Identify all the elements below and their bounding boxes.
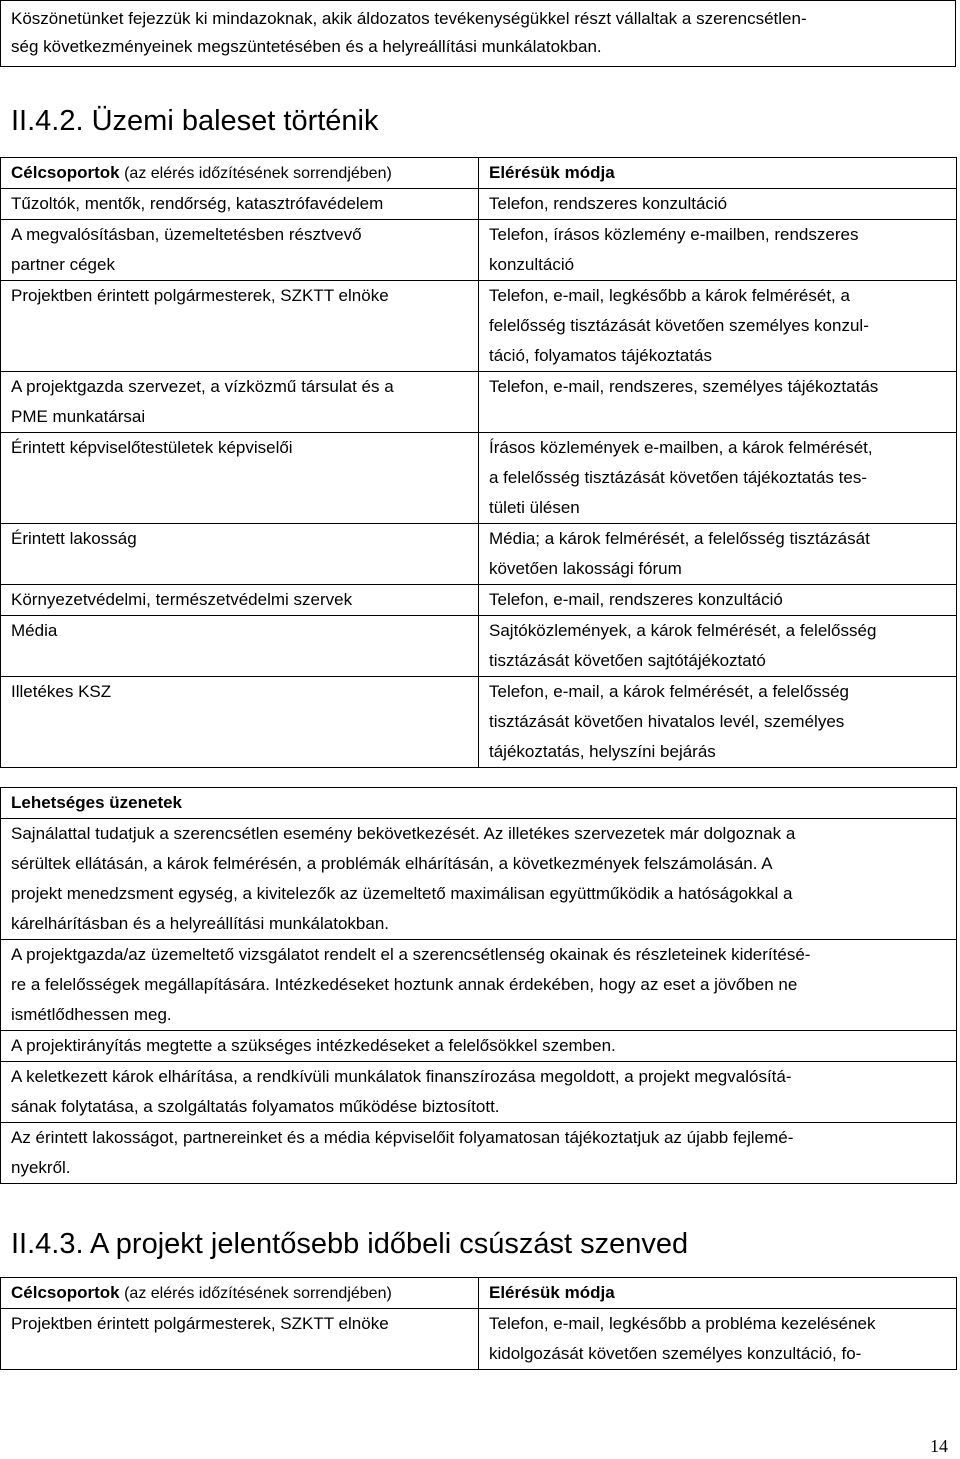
header-reach-method [479,1278,957,1309]
method-line: Írásos közlemények e-mailben, a károk felmérését, [489,438,873,457]
message-line: A projektgazda/az üzemeltető vizsgálatot rendelt el a szerencsétlenség okainak és részleteinek kiderítésé- [11,945,811,964]
message-item [0,819,957,940]
target-line: Illetékes KSZ [11,682,112,701]
method-cell [479,1309,957,1370]
intro-line-1: Köszönetünket fejezzük ki mindazoknak, akik áldozatos tevékenységükkel részt vállaltak a szerencsétlen- [11,9,807,28]
message-line: A keletkezett károk elhárítása, a rendkívüli munkálatok finanszírozása megoldott, a projekt megvalósítá- [11,1067,792,1086]
table-row [1,372,957,433]
messages-title: Lehetséges üzenetek [11,793,183,812]
target-line: A projektgazda szervezet, a vízközmű társulat és a [11,377,394,396]
method-line: a felelősség tisztázását követően tájékoztatás tes- [489,468,867,487]
target-cell [1,677,479,768]
target-line: PME munkatársai [11,407,146,426]
table-row [1,524,957,585]
table-header-row [1,158,957,189]
method-line: tisztázását követően hivatalos levél, személyes [489,712,845,731]
method-line: Telefon, e-mail, a károk felmérését, a felelősség [489,682,850,701]
intro-line-2: ség következményeinek megszüntetésében és a helyreállítási munkálatokban. [11,37,602,56]
message-item [0,1123,957,1184]
method-cell [479,616,957,677]
target-line: Média [11,621,58,640]
possible-messages-box [0,787,957,1184]
method-line: Média; a károk felmérését, a felelősség tisztázását [489,529,870,548]
message-line: projekt menedzsment egység, a kivitelezők az üzemeltető maximálisan együttműködik a hatóságokkal a [11,884,793,903]
communication-table-1 [0,157,957,768]
target-cell [1,281,479,372]
target-cell [1,189,479,220]
section-heading-2: II.4.3. A projekt jelentősebb időbeli csúszást szenved [11,1228,689,1260]
header-reach-method [479,158,957,189]
message-line: kárelhárításban és a helyreállítási munkálatokban. [11,914,389,933]
message-line: nyekről. [11,1158,71,1177]
method-cell [479,281,957,372]
method-line: követően lakossági fórum [489,559,682,578]
method-cell [479,585,957,616]
header-target-groups [1,1278,479,1309]
target-cell [1,372,479,433]
method-cell [479,433,957,524]
table-row [1,220,957,281]
target-line: partner cégek [11,255,115,274]
message-line: A projektirányítás megtette a szükséges intézkedéseket a felelősökkel szemben. [11,1036,616,1055]
table-row [1,189,957,220]
method-line: tületi ülésen [489,498,580,517]
target-cell [1,1309,479,1370]
method-line: Telefon, írásos közlemény e-mailben, rendszeres [489,225,859,244]
message-line: ismétlődhessen meg. [11,1005,172,1024]
table-header-row [1,1278,957,1309]
method-line: konzultáció [489,255,575,274]
target-cell [1,433,479,524]
method-line: Telefon, e-mail, rendszeres, személyes tájékoztatás [489,377,879,396]
target-cell [1,585,479,616]
header-target-groups-note: (az elérés időzítésének sorrendjében) [119,1285,392,1302]
message-item [0,940,957,1031]
target-line: Érintett képviselőtestületek képviselői [11,438,293,457]
target-line: Érintett lakosság [11,529,137,548]
method-cell [479,372,957,433]
method-line: tisztázását követően sajtótájékoztató [489,651,766,670]
method-line: Telefon, e-mail, legkésőbb a probléma kezelésének [489,1314,876,1333]
method-cell [479,677,957,768]
table-row [1,585,957,616]
page-number: 14 [930,1436,948,1456]
target-line: Projektben érintett polgármesterek, SZKTT elnöke [11,1314,389,1333]
message-line: re a felelősségek megállapítására. Intézkedéseket hoztunk annak érdekében, hogy az eset a jövőben ne [11,975,798,994]
target-cell [1,616,479,677]
section-heading-1: II.4.2. Üzemi baleset történik [11,105,379,137]
method-line: Telefon, e-mail, rendszeres konzultáció [489,590,783,609]
table-row [1,616,957,677]
messages-title-row [0,787,957,819]
target-line: Tűzoltók, mentők, rendőrség, katasztrófavédelem [11,194,384,213]
target-line: Projektben érintett polgármesterek, SZKTT elnöke [11,286,389,305]
header-reach-method-label: Elérésük módja [489,163,615,182]
message-line: Az érintett lakosságot, partnereinket és a média képviselőit folyamatosan tájékoztatjuk az újabb fejlemé- [11,1128,794,1147]
table-row [1,677,957,768]
method-line: Sajtóközlemények, a károk felmérését, a felelősség [489,621,877,640]
method-cell [479,220,957,281]
method-cell [479,524,957,585]
target-cell [1,524,479,585]
communication-table-2 [0,1277,957,1370]
method-line: tájékoztatás, helyszíni bejárás [489,742,716,761]
method-line: Telefon, e-mail, legkésőbb a károk felmérését, a [489,286,850,305]
message-line: sérültek ellátásán, a károk felmérésén, a problémák elhárításán, a következmények felszámolásán. A [11,854,773,873]
method-cell [479,189,957,220]
message-item [0,1031,957,1062]
target-line: A megvalósításban, üzemeltetésben résztvevő [11,225,362,244]
header-target-groups-bold: Célcsoportok [11,163,120,182]
intro-box [0,0,956,67]
method-line: Telefon, rendszeres konzultáció [489,194,728,213]
header-target-groups-bold: Célcsoportok [11,1283,120,1302]
target-cell [1,220,479,281]
header-reach-method-label: Elérésük módja [489,1283,615,1302]
header-target-groups [1,158,479,189]
message-line: Sajnálattal tudatjuk a szerencsétlen esemény bekövetkezését. Az illetékes szervezetek már dolgoznak a [11,824,796,843]
table-row [1,433,957,524]
method-line: kidolgozását követően személyes konzultáció, fo- [489,1344,862,1363]
target-line: Környezetvédelmi, természetvédelmi szervek [11,590,353,609]
table-row [1,281,957,372]
method-line: táció, folyamatos tájékoztatás [489,346,713,365]
message-line: sának folytatása, a szolgáltatás folyamatos működése biztosított. [11,1097,500,1116]
message-item [0,1062,957,1123]
header-target-groups-note: (az elérés időzítésének sorrendjében) [119,165,392,182]
method-line: felelősség tisztázását követően személyes konzul- [489,316,869,335]
table-row [1,1309,957,1370]
